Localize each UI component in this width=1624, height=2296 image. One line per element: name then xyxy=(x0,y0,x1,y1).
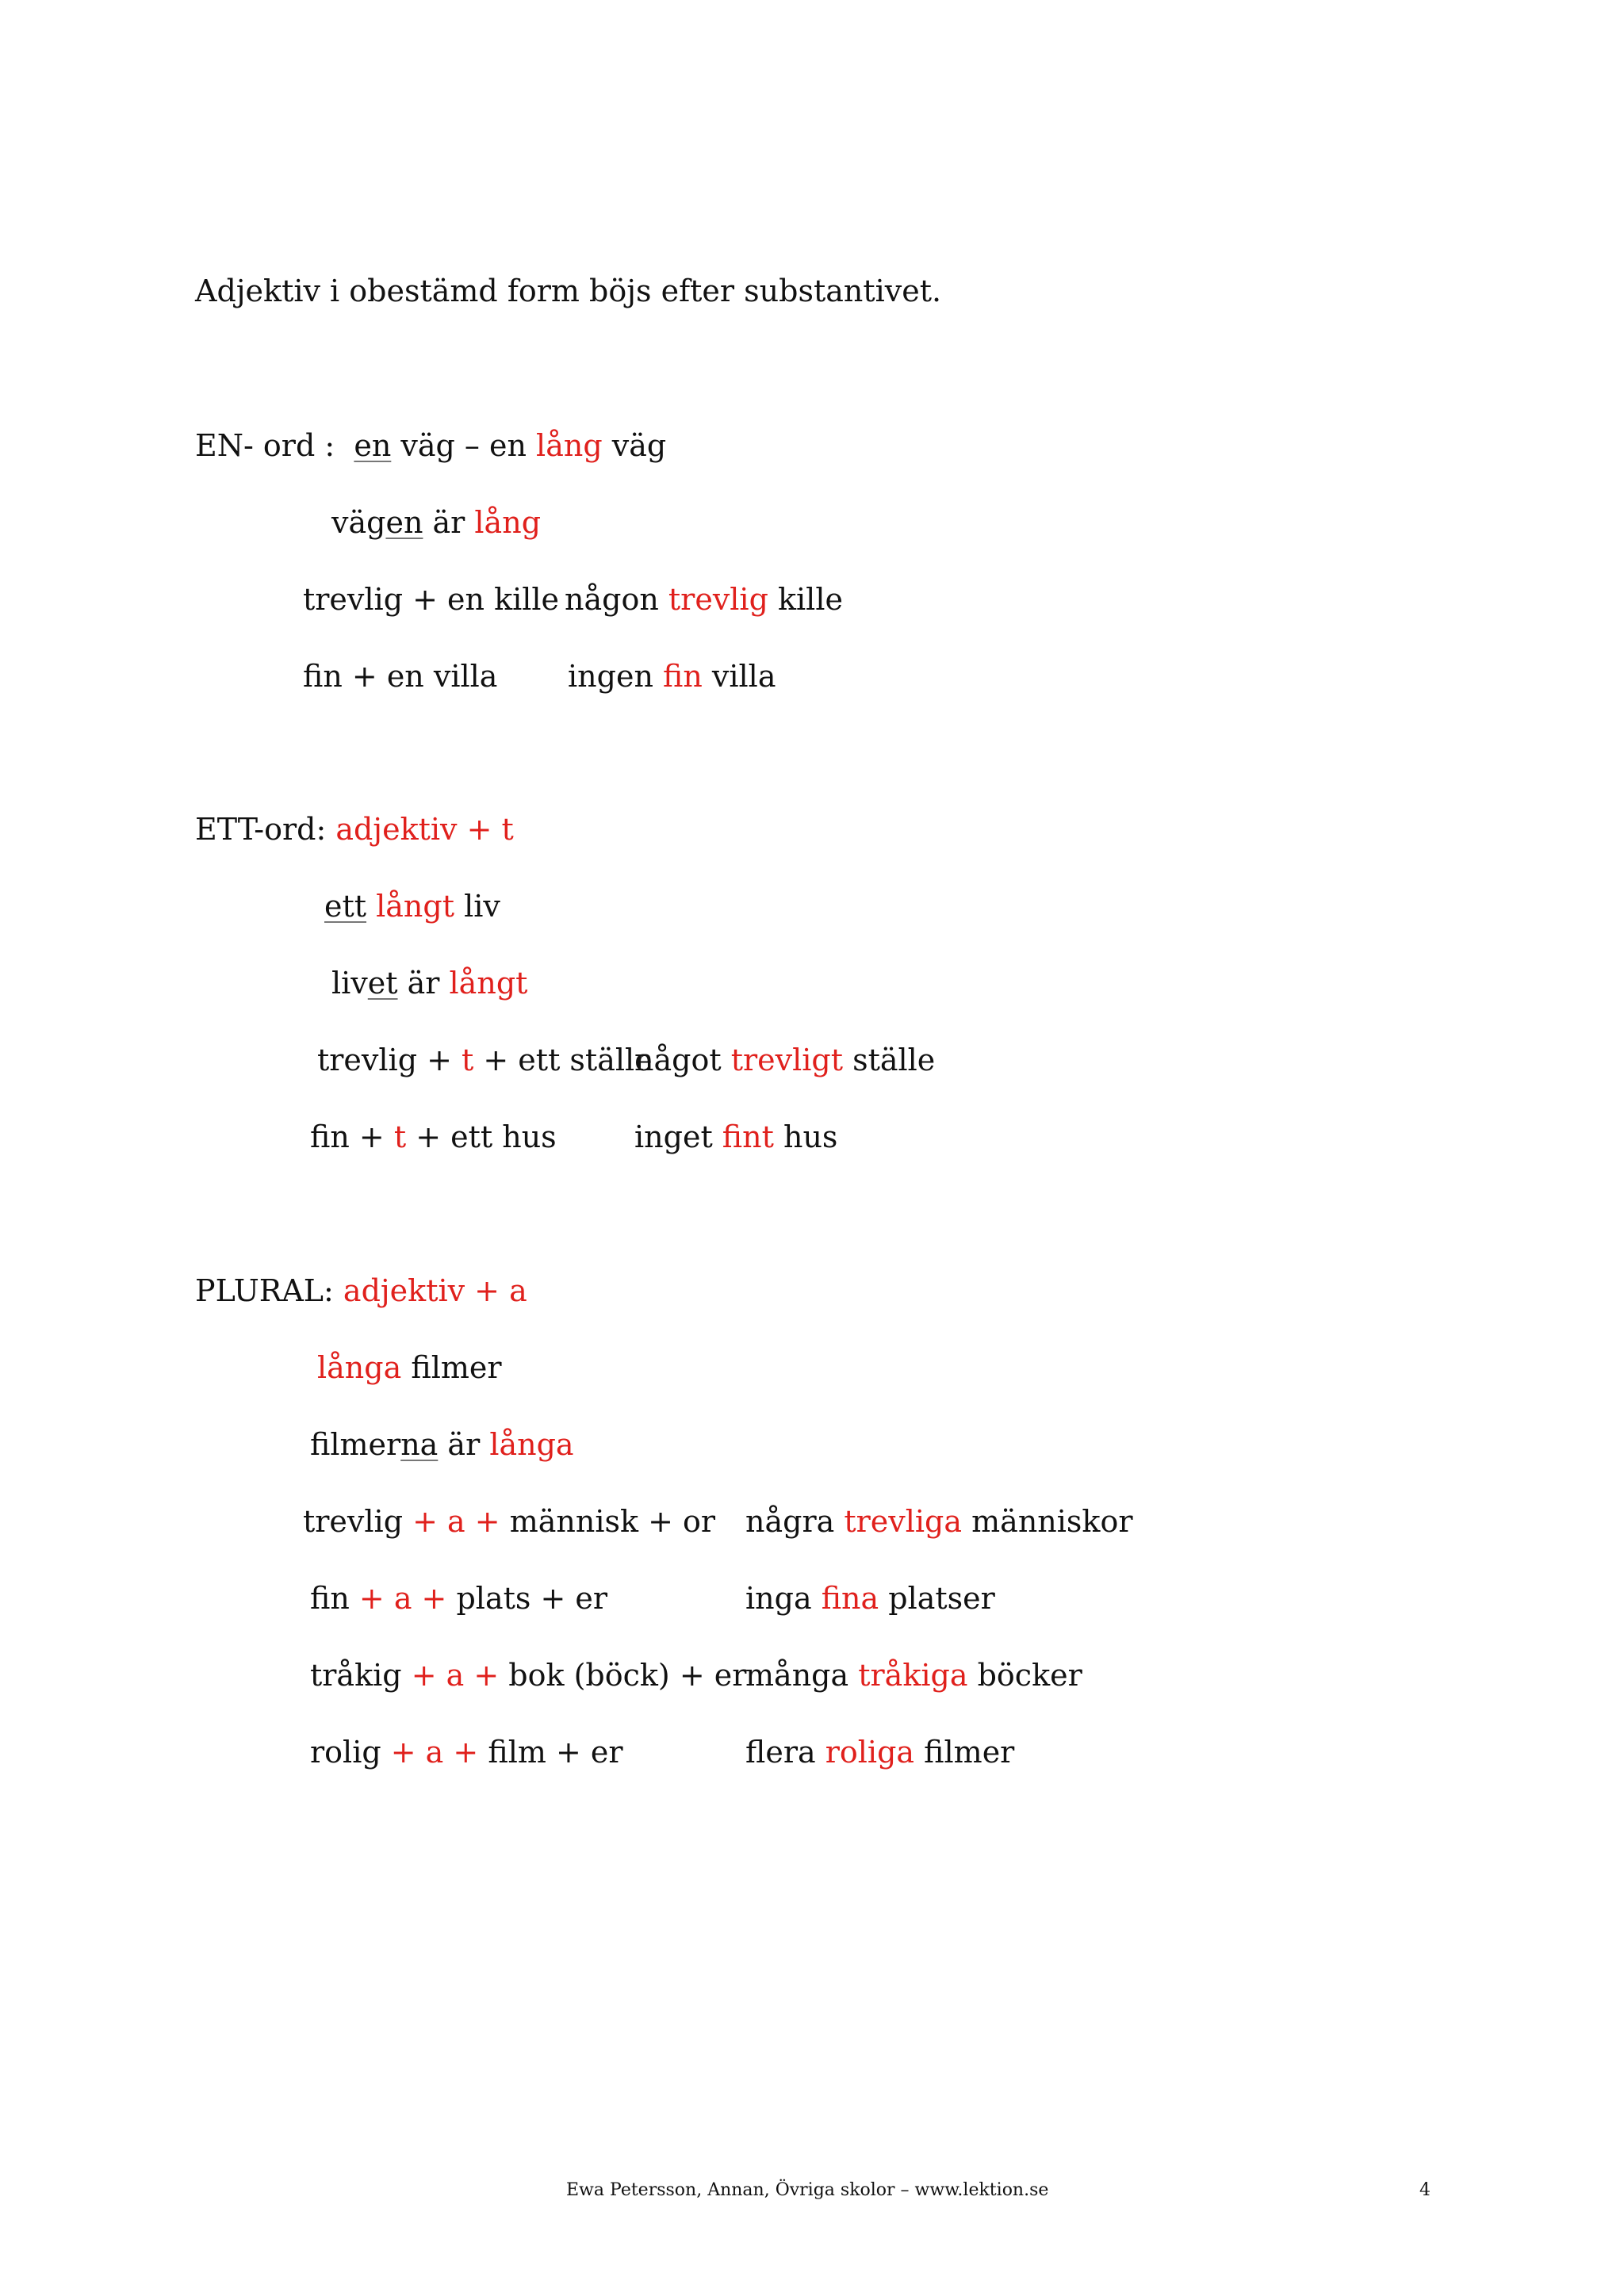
plural-text: fin xyxy=(310,1581,359,1616)
ett-rule: adjektiv + t xyxy=(335,812,514,847)
ett-text: fin + xyxy=(310,1119,394,1154)
en-text: kille xyxy=(768,582,843,617)
ett-text: är xyxy=(397,966,450,1001)
adj-highlight: långt xyxy=(449,966,528,1001)
plural-line-1 xyxy=(317,1349,502,1387)
plural-row-right xyxy=(745,1656,1082,1694)
plural-text: tråkig xyxy=(310,1658,412,1693)
plural-text: är xyxy=(438,1427,490,1462)
plural-text: filmer xyxy=(914,1735,1015,1770)
ett-line-3-left xyxy=(317,1041,653,1079)
ett-line-4-left xyxy=(310,1118,557,1156)
plural-row-left xyxy=(310,1733,623,1771)
en-text: väg xyxy=(331,505,386,540)
en-line-3-right xyxy=(565,580,843,618)
plural-text: plats + er xyxy=(446,1581,608,1616)
adj-highlight: långt xyxy=(376,889,455,924)
en-line-3-left: trevlig + en kille xyxy=(303,582,560,617)
en-text: någon xyxy=(565,582,668,617)
adj-highlight: tråkiga xyxy=(858,1658,968,1693)
adj-highlight: långa xyxy=(489,1427,574,1462)
suffix-highlight: + a + xyxy=(390,1735,479,1770)
plural-text: bok (böck) + er xyxy=(499,1658,747,1693)
ett-heading-line xyxy=(195,810,514,848)
ett-article: ett xyxy=(324,889,367,924)
adj-highlight: fina xyxy=(821,1581,879,1616)
ett-text: liv xyxy=(454,889,500,924)
suffix-highlight: + a + xyxy=(358,1581,447,1616)
plural-text: filmer xyxy=(401,1350,502,1385)
definite-suffix: en xyxy=(385,505,423,540)
plural-row-right xyxy=(745,1579,995,1617)
suffix-highlight: + a + xyxy=(412,1504,500,1539)
adj-highlight: trevliga xyxy=(844,1504,963,1539)
plural-text: filmer xyxy=(310,1427,401,1462)
en-text: ingen xyxy=(568,659,663,694)
intro-text: Adjektiv i obestämd form böjs efter substantivet. xyxy=(195,274,942,308)
plural-text: rolig xyxy=(310,1735,391,1770)
ett-text: ställe xyxy=(842,1043,936,1077)
suffix-highlight: t xyxy=(393,1119,407,1154)
adj-highlight: trevligt xyxy=(730,1043,843,1077)
definite-suffix: na xyxy=(400,1427,439,1462)
ett-line-2 xyxy=(331,964,527,1002)
ett-text: liv xyxy=(331,966,368,1001)
plural-row-left xyxy=(303,1502,715,1540)
ett-text: + ett ställe xyxy=(473,1043,653,1077)
en-heading: EN- ord : xyxy=(195,428,335,463)
plural-row-right xyxy=(745,1502,1133,1540)
en-text: väg – en xyxy=(391,428,537,463)
ett-text: inget xyxy=(634,1119,722,1154)
adj-highlight: långa xyxy=(317,1350,402,1385)
page-number: 4 xyxy=(1419,2180,1431,2200)
suffix-highlight: + a + xyxy=(411,1658,500,1693)
definite-suffix: et xyxy=(367,966,398,1001)
plural-text: flera xyxy=(745,1735,825,1770)
plural-line-2 xyxy=(310,1425,574,1464)
plural-heading-line xyxy=(195,1272,527,1310)
plural-text: trevlig xyxy=(303,1504,413,1539)
en-line-4-right xyxy=(568,657,776,695)
adj-highlight: fint xyxy=(722,1119,774,1154)
en-text: är xyxy=(423,505,475,540)
plural-text: människ + or xyxy=(500,1504,716,1539)
ett-line-3-right xyxy=(634,1041,935,1079)
adj-highlight: fin xyxy=(663,659,703,694)
suffix-highlight: t xyxy=(462,1043,474,1077)
ett-text xyxy=(366,889,376,924)
en-line-2 xyxy=(331,503,541,541)
en-article: en xyxy=(354,428,392,463)
en-text: villa xyxy=(702,659,776,694)
plural-row-left xyxy=(310,1579,607,1617)
en-line-4-left: fin + en villa xyxy=(303,659,498,694)
plural-text: inga xyxy=(745,1581,822,1616)
ett-text: hus xyxy=(773,1119,838,1154)
adj-highlight: lång xyxy=(536,428,603,463)
ett-line-4-right xyxy=(634,1118,837,1156)
plural-text: många xyxy=(745,1658,859,1693)
plural-text: människor xyxy=(962,1504,1133,1539)
ett-heading: ETT-ord: xyxy=(195,812,336,847)
ett-text: trevlig + xyxy=(317,1043,462,1077)
ett-text: något xyxy=(634,1043,731,1077)
plural-text: film + er xyxy=(478,1735,623,1770)
ett-text: + ett hus xyxy=(406,1119,557,1154)
en-text: väg xyxy=(602,428,667,463)
plural-rule: adjektiv + a xyxy=(343,1273,527,1308)
adj-highlight: lång xyxy=(474,505,542,540)
adj-highlight: trevlig xyxy=(668,582,768,617)
plural-row-left xyxy=(310,1656,746,1694)
adj-highlight: roliga xyxy=(825,1735,915,1770)
plural-heading: PLURAL: xyxy=(195,1273,343,1308)
plural-text: några xyxy=(745,1504,845,1539)
ett-line-1 xyxy=(324,887,500,925)
plural-text: platser xyxy=(879,1581,995,1616)
plural-text: böcker xyxy=(967,1658,1082,1693)
en-line-1 xyxy=(195,427,666,465)
plural-row-right xyxy=(745,1733,1014,1771)
footer-credit: Ewa Petersson, Annan, Övriga skolor – www.lektion.se xyxy=(566,2180,1049,2200)
